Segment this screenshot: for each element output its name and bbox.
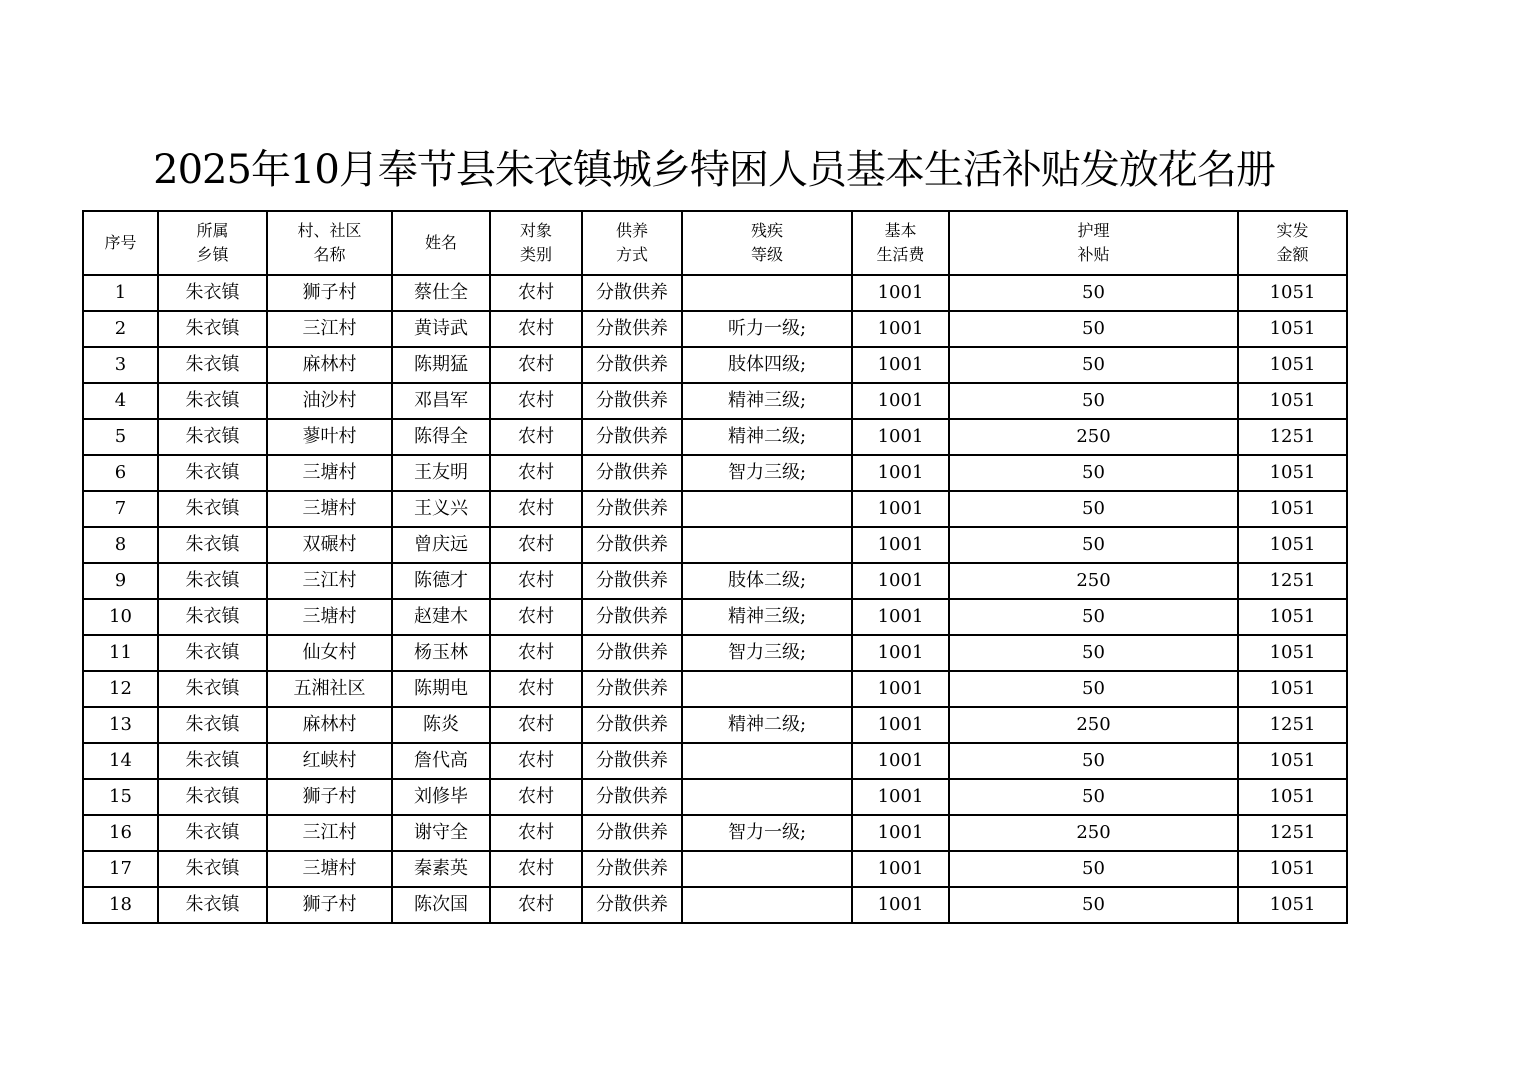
cell-serial: 7 <box>83 491 158 527</box>
cell-care-subsidy: 250 <box>949 419 1238 455</box>
cell-serial: 15 <box>83 779 158 815</box>
cell-serial: 8 <box>83 527 158 563</box>
cell-category: 农村 <box>490 275 582 311</box>
cell-village: 狮子村 <box>267 779 392 815</box>
cell-support-mode: 分散供养 <box>582 383 682 419</box>
header-actual-amount <box>1238 211 1347 275</box>
cell-support-mode: 分散供养 <box>582 347 682 383</box>
cell-basic-living-fee: 1001 <box>852 347 949 383</box>
cell-category: 农村 <box>490 815 582 851</box>
cell-care-subsidy: 50 <box>949 383 1238 419</box>
cell-village: 三塘村 <box>267 599 392 635</box>
cell-name: 赵建木 <box>392 599 490 635</box>
cell-serial: 3 <box>83 347 158 383</box>
cell-village: 仙女村 <box>267 635 392 671</box>
cell-category: 农村 <box>490 455 582 491</box>
cell-actual-amount: 1051 <box>1238 743 1347 779</box>
cell-actual-amount: 1051 <box>1238 311 1347 347</box>
cell-village: 三塘村 <box>267 455 392 491</box>
cell-township: 朱衣镇 <box>158 707 267 743</box>
cell-serial: 11 <box>83 635 158 671</box>
cell-category: 农村 <box>490 599 582 635</box>
header-basic-living-fee-line: 生活费 <box>876 245 925 264</box>
cell-disability-level <box>682 275 852 311</box>
cell-care-subsidy: 50 <box>949 491 1238 527</box>
cell-serial: 1 <box>83 275 158 311</box>
cell-name: 王义兴 <box>392 491 490 527</box>
cell-basic-living-fee: 1001 <box>852 779 949 815</box>
cell-name: 刘修毕 <box>392 779 490 815</box>
cell-category: 农村 <box>490 527 582 563</box>
cell-basic-living-fee: 1001 <box>852 851 949 887</box>
cell-basic-living-fee: 1001 <box>852 275 949 311</box>
cell-actual-amount: 1051 <box>1238 851 1347 887</box>
header-support-mode-line: 方式 <box>615 245 648 264</box>
cell-actual-amount: 1051 <box>1238 275 1347 311</box>
cell-township: 朱衣镇 <box>158 527 267 563</box>
cell-care-subsidy: 50 <box>949 455 1238 491</box>
cell-name: 陈期猛 <box>392 347 490 383</box>
table-row <box>83 707 1347 743</box>
cell-basic-living-fee: 1001 <box>852 419 949 455</box>
cell-category: 农村 <box>490 563 582 599</box>
cell-disability-level <box>682 851 852 887</box>
cell-disability-level: 智力一级; <box>682 815 852 851</box>
header-actual-amount-line: 金额 <box>1276 245 1309 264</box>
cell-care-subsidy: 50 <box>949 527 1238 563</box>
cell-basic-living-fee: 1001 <box>852 455 949 491</box>
cell-care-subsidy: 250 <box>949 563 1238 599</box>
cell-serial: 13 <box>83 707 158 743</box>
header-township <box>158 211 267 275</box>
cell-disability-level: 精神二级; <box>682 419 852 455</box>
cell-support-mode: 分散供养 <box>582 599 682 635</box>
header-disability-level-line: 等级 <box>750 245 783 264</box>
table-row <box>83 635 1347 671</box>
cell-township: 朱衣镇 <box>158 491 267 527</box>
cell-basic-living-fee: 1001 <box>852 887 949 923</box>
header-serial-line: 序号 <box>104 233 137 252</box>
table-row <box>83 491 1347 527</box>
cell-disability-level: 精神三级; <box>682 383 852 419</box>
cell-township: 朱衣镇 <box>158 599 267 635</box>
cell-support-mode: 分散供养 <box>582 815 682 851</box>
cell-care-subsidy: 50 <box>949 275 1238 311</box>
table-body <box>83 275 1347 923</box>
table-row <box>83 383 1347 419</box>
cell-support-mode: 分散供养 <box>582 275 682 311</box>
cell-support-mode: 分散供养 <box>582 779 682 815</box>
cell-category: 农村 <box>490 347 582 383</box>
cell-serial: 9 <box>83 563 158 599</box>
cell-village: 麻林村 <box>267 707 392 743</box>
cell-care-subsidy: 50 <box>949 743 1238 779</box>
cell-support-mode: 分散供养 <box>582 635 682 671</box>
cell-category: 农村 <box>490 671 582 707</box>
cell-category: 农村 <box>490 779 582 815</box>
header-village <box>267 211 392 275</box>
cell-township: 朱衣镇 <box>158 347 267 383</box>
cell-name: 秦素英 <box>392 851 490 887</box>
cell-care-subsidy: 50 <box>949 311 1238 347</box>
cell-support-mode: 分散供养 <box>582 887 682 923</box>
cell-township: 朱衣镇 <box>158 419 267 455</box>
cell-serial: 5 <box>83 419 158 455</box>
cell-category: 农村 <box>490 851 582 887</box>
cell-actual-amount: 1251 <box>1238 419 1347 455</box>
table-row <box>83 671 1347 707</box>
header-village-line: 名称 <box>313 245 346 264</box>
cell-actual-amount: 1051 <box>1238 455 1347 491</box>
cell-category: 农村 <box>490 419 582 455</box>
table-row <box>83 527 1347 563</box>
cell-basic-living-fee: 1001 <box>852 383 949 419</box>
cell-name: 王友明 <box>392 455 490 491</box>
header-name <box>392 211 490 275</box>
table-row <box>83 275 1347 311</box>
cell-disability-level <box>682 491 852 527</box>
cell-disability-level: 肢体四级; <box>682 347 852 383</box>
cell-actual-amount: 1051 <box>1238 491 1347 527</box>
header-disability-level-line: 残疾 <box>750 221 783 240</box>
cell-support-mode: 分散供养 <box>582 671 682 707</box>
cell-disability-level: 精神三级; <box>682 599 852 635</box>
cell-basic-living-fee: 1001 <box>852 671 949 707</box>
cell-support-mode: 分散供养 <box>582 851 682 887</box>
cell-basic-living-fee: 1001 <box>852 527 949 563</box>
cell-basic-living-fee: 1001 <box>852 707 949 743</box>
cell-village: 狮子村 <box>267 275 392 311</box>
header-serial <box>83 211 158 275</box>
cell-basic-living-fee: 1001 <box>852 815 949 851</box>
cell-village: 双碾村 <box>267 527 392 563</box>
header-basic-living-fee <box>852 211 949 275</box>
cell-support-mode: 分散供养 <box>582 563 682 599</box>
cell-township: 朱衣镇 <box>158 563 267 599</box>
cell-serial: 4 <box>83 383 158 419</box>
cell-village: 麻林村 <box>267 347 392 383</box>
table-row <box>83 743 1347 779</box>
cell-township: 朱衣镇 <box>158 815 267 851</box>
cell-disability-level: 肢体二级; <box>682 563 852 599</box>
cell-township: 朱衣镇 <box>158 779 267 815</box>
cell-disability-level <box>682 743 852 779</box>
cell-care-subsidy: 50 <box>949 347 1238 383</box>
cell-care-subsidy: 250 <box>949 815 1238 851</box>
cell-name: 陈期电 <box>392 671 490 707</box>
table-row <box>83 779 1347 815</box>
cell-township: 朱衣镇 <box>158 635 267 671</box>
cell-care-subsidy: 250 <box>949 707 1238 743</box>
cell-name: 陈得全 <box>392 419 490 455</box>
cell-disability-level <box>682 671 852 707</box>
cell-name: 邓昌军 <box>392 383 490 419</box>
cell-name: 陈德才 <box>392 563 490 599</box>
table-row <box>83 419 1347 455</box>
cell-serial: 2 <box>83 311 158 347</box>
cell-actual-amount: 1051 <box>1238 779 1347 815</box>
cell-township: 朱衣镇 <box>158 671 267 707</box>
cell-disability-level: 精神二级; <box>682 707 852 743</box>
cell-name: 黄诗武 <box>392 311 490 347</box>
cell-actual-amount: 1051 <box>1238 347 1347 383</box>
cell-serial: 10 <box>83 599 158 635</box>
cell-township: 朱衣镇 <box>158 887 267 923</box>
cell-care-subsidy: 50 <box>949 779 1238 815</box>
cell-care-subsidy: 50 <box>949 887 1238 923</box>
cell-category: 农村 <box>490 635 582 671</box>
cell-township: 朱衣镇 <box>158 743 267 779</box>
table-row <box>83 887 1347 923</box>
cell-actual-amount: 1051 <box>1238 527 1347 563</box>
table-row <box>83 851 1347 887</box>
cell-basic-living-fee: 1001 <box>852 743 949 779</box>
header-name-line: 姓名 <box>424 233 457 252</box>
header-township-line: 所属 <box>196 221 229 240</box>
header-actual-amount-line: 实发 <box>1276 221 1309 240</box>
cell-serial: 17 <box>83 851 158 887</box>
table-row <box>83 311 1347 347</box>
cell-serial: 14 <box>83 743 158 779</box>
cell-serial: 6 <box>83 455 158 491</box>
cell-care-subsidy: 50 <box>949 671 1238 707</box>
cell-township: 朱衣镇 <box>158 275 267 311</box>
cell-category: 农村 <box>490 743 582 779</box>
table-row <box>83 599 1347 635</box>
cell-actual-amount: 1251 <box>1238 707 1347 743</box>
table-row <box>83 347 1347 383</box>
cell-village: 三江村 <box>267 815 392 851</box>
cell-care-subsidy: 50 <box>949 635 1238 671</box>
cell-disability-level: 智力三级; <box>682 635 852 671</box>
cell-village: 三江村 <box>267 311 392 347</box>
cell-serial: 16 <box>83 815 158 851</box>
cell-basic-living-fee: 1001 <box>852 311 949 347</box>
cell-category: 农村 <box>490 311 582 347</box>
cell-care-subsidy: 50 <box>949 599 1238 635</box>
cell-support-mode: 分散供养 <box>582 491 682 527</box>
cell-actual-amount: 1251 <box>1238 815 1347 851</box>
document-title: 2025年10月奉节县朱衣镇城乡特困人员基本生活补贴发放花名册 <box>153 147 1275 193</box>
cell-category: 农村 <box>490 491 582 527</box>
cell-support-mode: 分散供养 <box>582 743 682 779</box>
header-township-line: 乡镇 <box>196 245 229 264</box>
cell-basic-living-fee: 1001 <box>852 491 949 527</box>
cell-village: 蓼叶村 <box>267 419 392 455</box>
cell-actual-amount: 1051 <box>1238 887 1347 923</box>
cell-name: 陈次国 <box>392 887 490 923</box>
cell-name: 谢守全 <box>392 815 490 851</box>
table-header-row <box>83 211 1347 275</box>
cell-disability-level <box>682 779 852 815</box>
cell-village: 红峡村 <box>267 743 392 779</box>
cell-township: 朱衣镇 <box>158 311 267 347</box>
header-category-line: 对象 <box>519 221 552 240</box>
cell-serial: 18 <box>83 887 158 923</box>
cell-category: 农村 <box>490 707 582 743</box>
cell-village: 三塘村 <box>267 851 392 887</box>
cell-disability-level <box>682 887 852 923</box>
header-category-line: 类别 <box>519 245 552 264</box>
table-row <box>83 455 1347 491</box>
header-disability-level <box>682 211 852 275</box>
header-care-subsidy-line: 护理 <box>1077 221 1110 240</box>
cell-village: 五湘社区 <box>267 671 392 707</box>
cell-name: 詹代高 <box>392 743 490 779</box>
cell-township: 朱衣镇 <box>158 383 267 419</box>
roster-table <box>82 210 1348 924</box>
cell-name: 曾庆远 <box>392 527 490 563</box>
cell-basic-living-fee: 1001 <box>852 635 949 671</box>
cell-support-mode: 分散供养 <box>582 419 682 455</box>
cell-category: 农村 <box>490 383 582 419</box>
cell-disability-level: 听力一级; <box>682 311 852 347</box>
cell-actual-amount: 1051 <box>1238 599 1347 635</box>
cell-township: 朱衣镇 <box>158 851 267 887</box>
header-support-mode <box>582 211 682 275</box>
cell-actual-amount: 1051 <box>1238 383 1347 419</box>
cell-support-mode: 分散供养 <box>582 311 682 347</box>
table-row <box>83 563 1347 599</box>
cell-actual-amount: 1251 <box>1238 563 1347 599</box>
cell-basic-living-fee: 1001 <box>852 599 949 635</box>
cell-disability-level: 智力三级; <box>682 455 852 491</box>
cell-actual-amount: 1051 <box>1238 671 1347 707</box>
header-basic-living-fee-line: 基本 <box>884 221 917 240</box>
cell-township: 朱衣镇 <box>158 455 267 491</box>
cell-category: 农村 <box>490 887 582 923</box>
cell-village: 狮子村 <box>267 887 392 923</box>
cell-care-subsidy: 50 <box>949 851 1238 887</box>
table-row <box>83 815 1347 851</box>
cell-name: 杨玉林 <box>392 635 490 671</box>
cell-village: 三江村 <box>267 563 392 599</box>
cell-actual-amount: 1051 <box>1238 635 1347 671</box>
header-care-subsidy <box>949 211 1238 275</box>
header-category <box>490 211 582 275</box>
header-support-mode-line: 供养 <box>615 221 648 240</box>
cell-support-mode: 分散供养 <box>582 707 682 743</box>
cell-disability-level <box>682 527 852 563</box>
cell-village: 油沙村 <box>267 383 392 419</box>
cell-basic-living-fee: 1001 <box>852 563 949 599</box>
cell-support-mode: 分散供养 <box>582 527 682 563</box>
header-care-subsidy-line: 补贴 <box>1077 245 1110 264</box>
header-village-line: 村、社区 <box>297 221 362 240</box>
cell-village: 三塘村 <box>267 491 392 527</box>
cell-name: 蔡仕全 <box>392 275 490 311</box>
cell-support-mode: 分散供养 <box>582 455 682 491</box>
cell-name: 陈炎 <box>392 707 490 743</box>
cell-serial: 12 <box>83 671 158 707</box>
